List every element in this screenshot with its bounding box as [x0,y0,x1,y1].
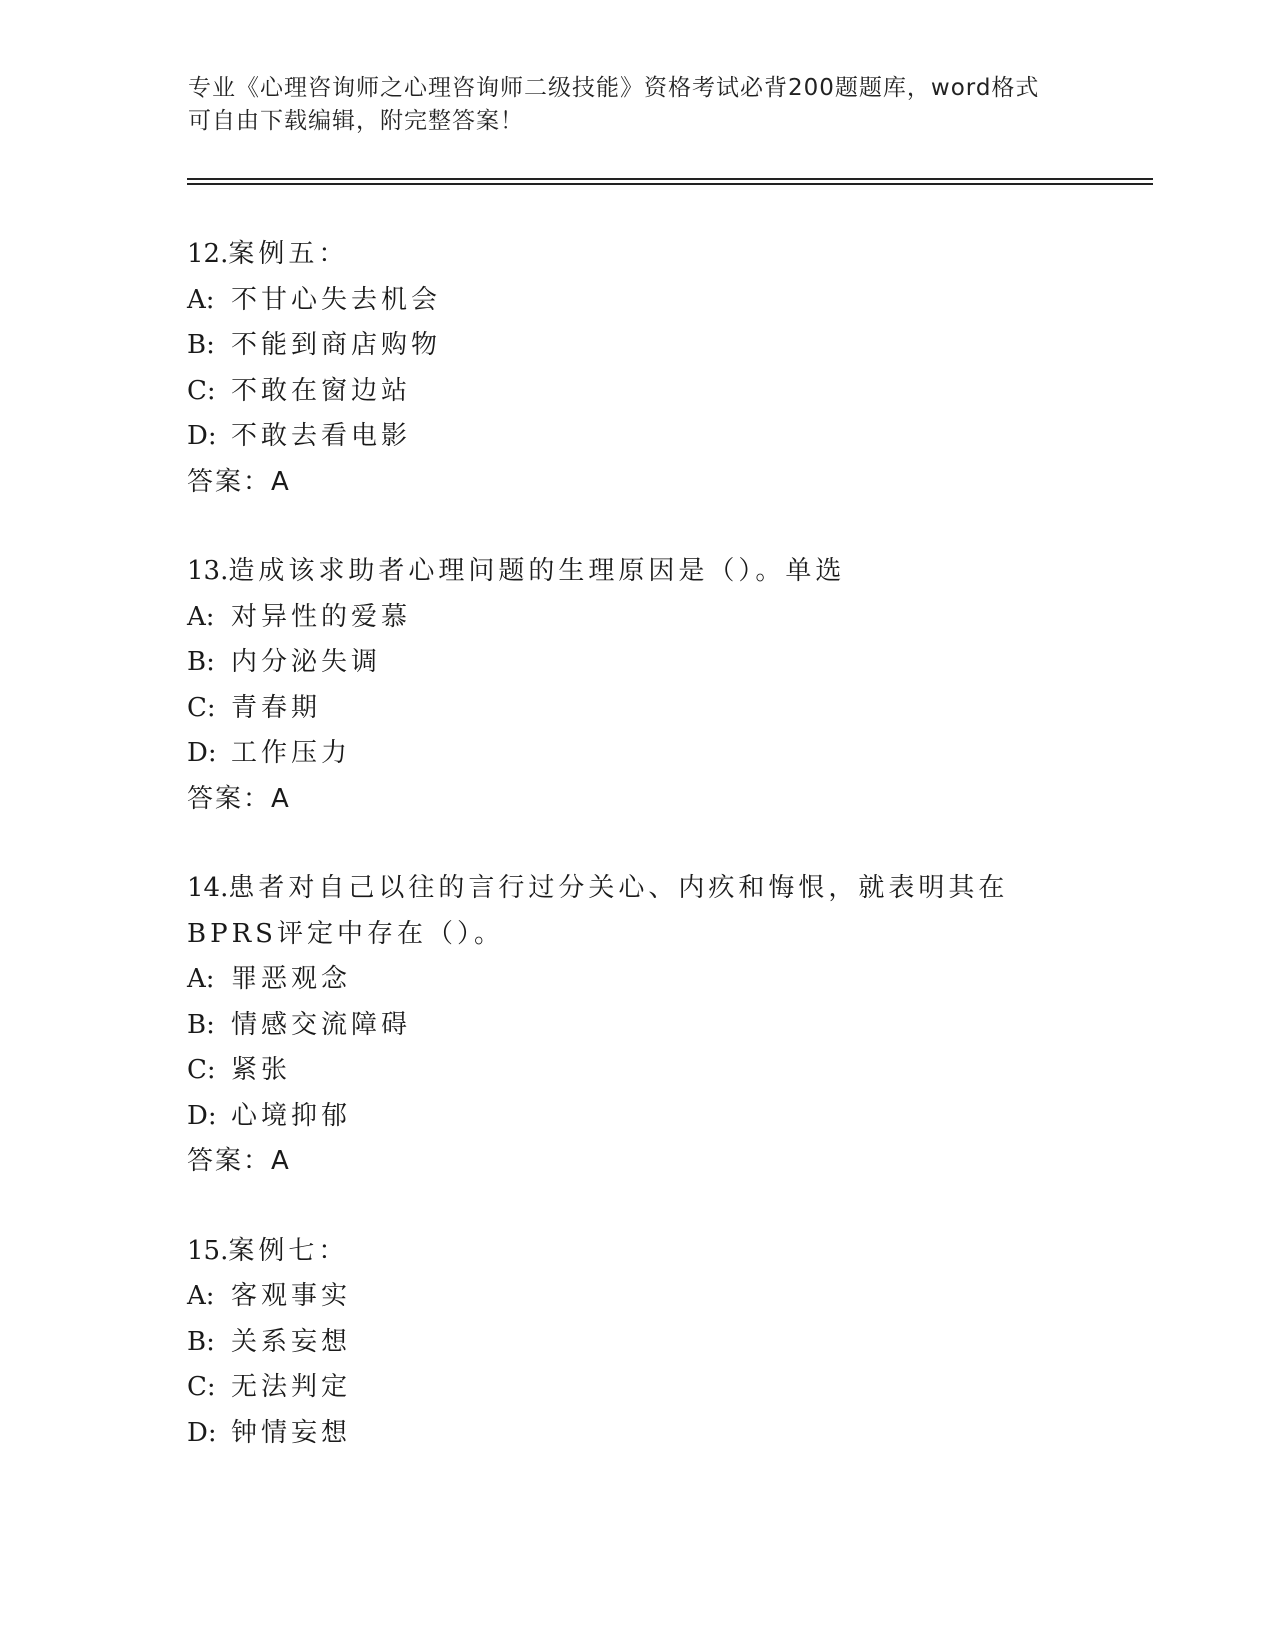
question-number: 15. [187,1235,229,1266]
option-text: 客观事实 [231,1281,352,1311]
option-key: A: [187,601,215,632]
question-number: 14. [187,873,229,903]
option-text: 关系妄想 [231,1326,352,1357]
option-b [187,323,1087,369]
option-b [187,1320,1087,1366]
option-key: C: [187,1055,216,1085]
option-text: 不敢在窗边站 [231,375,412,406]
question-number: 13. [187,556,229,586]
option-key: D: [187,421,217,451]
question-number: 12. [187,239,229,269]
option-key: A: [187,964,215,994]
option-a [187,595,1087,641]
answer-label: 答案： [187,466,272,497]
header-line-1: 专业《心理咨询师之心理咨询师二级技能》资格考试必背200题题库，word格式 [188,75,1040,101]
question-text [187,232,1087,278]
question-stem: 患者对自己以往的言行过分关心、内疚和悔恨，就表明其在BPRS评定中存在（）。 [187,873,1009,949]
option-key: D: [187,738,217,768]
option-a [187,1274,1087,1320]
question-14 [187,866,1087,1185]
option-key: D: [187,1417,217,1448]
answer-value: A [271,1146,291,1176]
option-key: B: [187,647,215,677]
option-c [187,369,1087,415]
option-c [187,1048,1087,1094]
option-c [187,1365,1087,1411]
option-key: C: [187,1372,216,1402]
option-text: 不敢去看电影 [231,421,412,451]
option-text: 不能到商店购物 [231,330,442,360]
option-c [187,686,1087,732]
option-d [187,414,1087,460]
question-stem: 案例七： [228,1235,349,1266]
option-text: 情感交流障碍 [231,1009,412,1040]
option-text: 紧张 [231,1055,292,1085]
option-text: 工作压力 [231,738,352,768]
option-d [187,731,1087,777]
option-b [187,640,1087,686]
question-text [187,866,1087,957]
option-key: C: [187,375,216,406]
option-text: 内分泌失调 [231,647,382,677]
option-d [187,1094,1087,1140]
option-key: C: [187,692,216,723]
question-stem: 案例五： [228,239,349,269]
option-key: B: [187,1009,215,1040]
option-d [187,1411,1087,1457]
option-key: B: [187,1326,215,1357]
header-divider-top [187,178,1153,180]
option-key: A: [187,1281,215,1311]
answer-label: 答案： [187,1146,272,1176]
answer-line [187,460,1087,506]
option-text: 心境抑郁 [231,1100,352,1131]
option-a [187,278,1087,324]
question-13 [187,549,1087,822]
option-text: 无法判定 [231,1372,352,1402]
question-text [187,1229,1087,1275]
option-b [187,1003,1087,1049]
option-key: B: [187,330,215,360]
option-text: 钟情妄想 [231,1417,352,1448]
header-divider-bottom [187,183,1153,185]
option-key: A: [187,284,215,315]
option-text: 青春期 [231,692,322,723]
question-stem: 造成该求助者心理问题的生理原因是（）。单选 [228,556,846,586]
answer-line [187,1139,1087,1185]
question-list [187,232,1087,1500]
option-text: 不甘心失去机会 [231,284,442,315]
option-text: 罪恶观念 [231,964,352,994]
question-text [187,549,1087,595]
document-header [188,72,1068,138]
option-text: 对异性的爱慕 [231,601,412,632]
answer-label: 答案： [187,783,272,814]
answer-value: A [271,783,291,814]
question-15 [187,1229,1087,1457]
question-12 [187,232,1087,505]
answer-line [187,777,1087,823]
answer-value: A [271,466,291,497]
header-line-2: 可自由下载编辑，附完整答案！ [188,108,524,134]
option-key: D: [187,1100,217,1131]
option-a [187,957,1087,1003]
